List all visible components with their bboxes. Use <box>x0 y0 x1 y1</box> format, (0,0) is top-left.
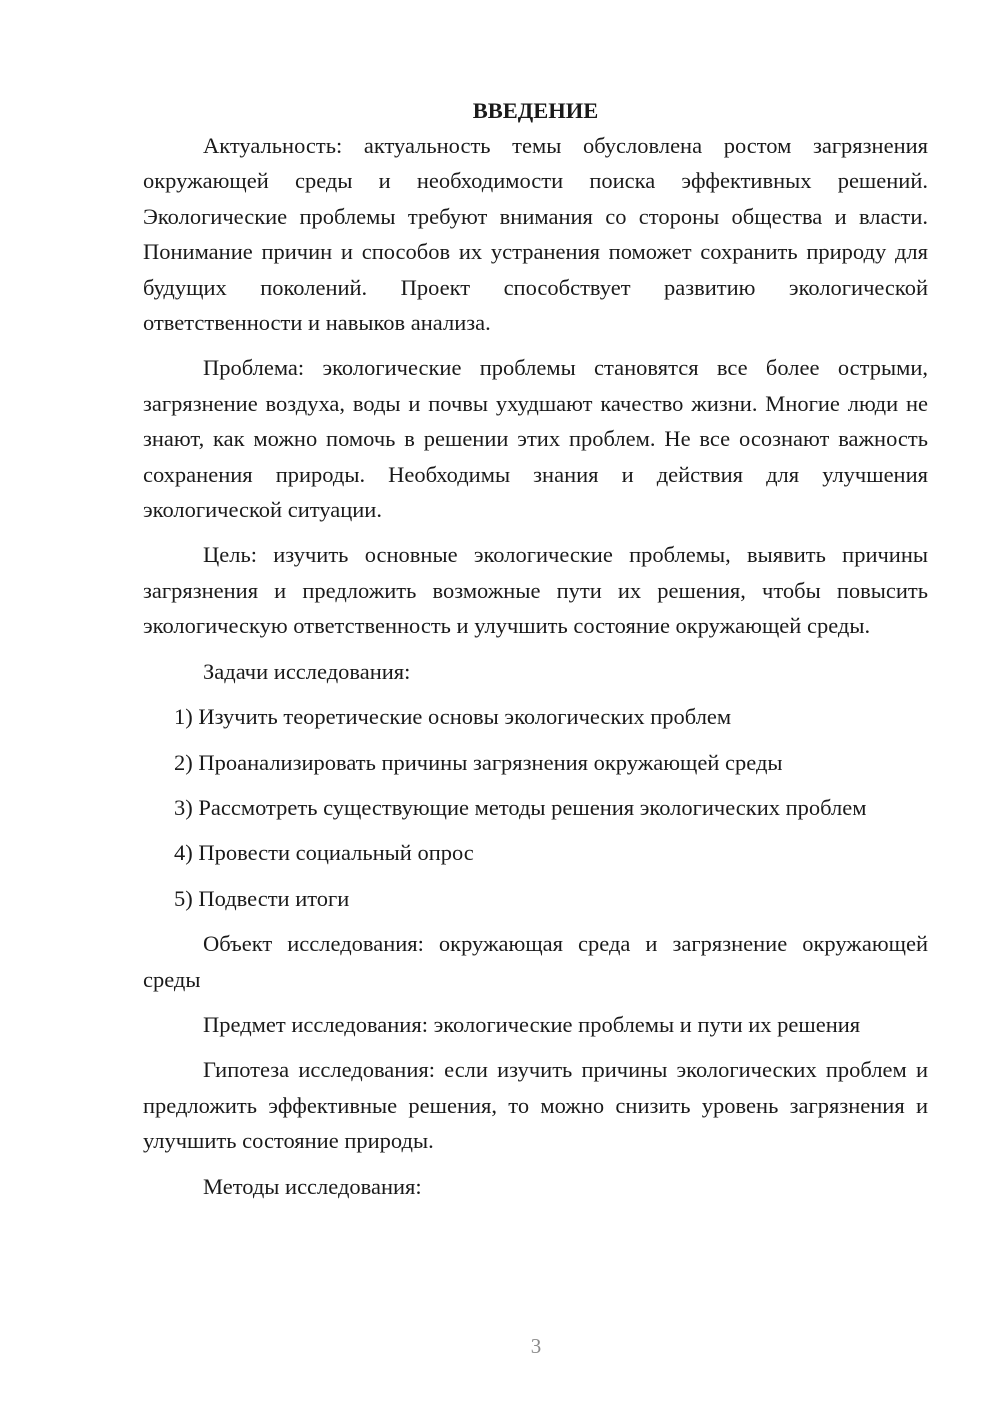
list-item-task-1: 1) Изучить теоретические основы экологических проблем <box>174 704 732 730</box>
list-item-task-2: 2) Проанализировать причины загрязнения окружающей среды <box>174 749 783 775</box>
list-item-task-5: 5) Подвести итоги <box>174 885 350 911</box>
paragraph-subject: Предмет исследования: экологические проблемы и пути их решения <box>203 1011 861 1037</box>
paragraph-tasks-title: Задачи исследования: <box>203 658 411 684</box>
list-item-task-4: 4) Провести социальный опрос <box>174 840 474 866</box>
page-number: 3 <box>530 1334 542 1358</box>
paragraph-methods-title: Методы исследования: <box>203 1173 422 1199</box>
paragraph-object: Объект исследования: окружающая среда и загрязнение окружающей среды <box>143 931 928 992</box>
paragraph-goal: Цель: изучить основные экологические проблемы, выявить причины загрязнения и предложить возможные пути их решения, чтобы повысить экологическую ответственность и улучшить состояние окружающей среды. <box>143 542 928 639</box>
list-item-task-3: 3) Рассмотреть существующие методы решения экологических проблем <box>174 794 867 820</box>
page-content <box>143 96 928 1204</box>
paragraph-relevance: Актуальность: актуальность темы обусловлена ростом загрязнения окружающей среды и необходимости поиска эффективных решений. Экологические проблемы требуют внимания со стороны общества и власти. Понимание причин и способов их устранения поможет сохранить природу для будущих поколений. Проект способствует развитию экологической ответственности и навыков анализа. <box>143 133 928 336</box>
paragraph-problem: Проблема: экологические проблемы становятся все более острыми, загрязнение воздуха, воды и почвы ухудшают качество жизни. Многие люди не знают, как можно помочь в решении этих проблем. Не все осознают важность сохранения природы. Необходимы знания и действия для улучшения экологической ситуации. <box>143 355 928 523</box>
section-heading: ВВЕДЕНИЕ <box>472 98 599 123</box>
paragraph-hypothesis: Гипотеза исследования: если изучить причины экологических проблем и предложить эффективные решения, то можно снизить уровень загрязнения и улучшить состояние природы. <box>143 1057 928 1154</box>
